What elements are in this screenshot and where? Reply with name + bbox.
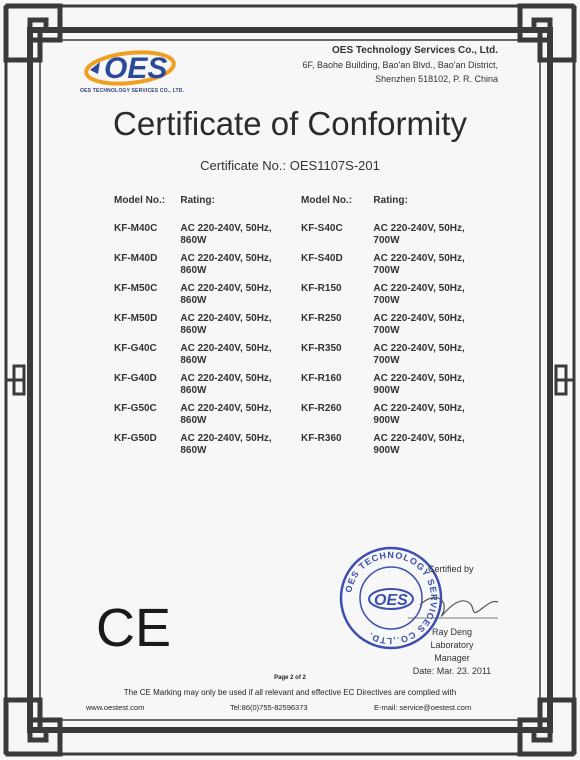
model-number: KF-S40D (301, 253, 343, 264)
rating-cell (180, 373, 301, 403)
ce-marking-note: The CE Marking may only be used if all relevant and effective EC Directives are complied with (123, 688, 457, 697)
rating-power: 860W (180, 385, 207, 396)
signature-date: Date: Mar. 23. 2011 (412, 666, 492, 676)
rating-power: 700W (373, 235, 400, 246)
header-model-2: Model No.: (301, 195, 353, 206)
seal-logo-text: OES (374, 592, 408, 609)
table-row (114, 223, 474, 253)
footer-telephone: Tel:86(0)755-82596373 (230, 703, 308, 712)
header-model-1: Model No.: (114, 195, 166, 206)
rating-cell (180, 313, 301, 343)
model-number: KF-M40D (114, 253, 158, 264)
table-row (114, 373, 474, 403)
rating-cell (373, 313, 474, 343)
model-number: KF-R250 (301, 313, 342, 324)
rating-power: 700W (373, 325, 400, 336)
certified-by-label: Certified by (428, 564, 474, 574)
company-address-line-1: 6F, Baohe Building, Bao'an Blvd., Bao'an District, (302, 60, 498, 70)
model-cell (301, 253, 373, 283)
rating-power: 900W (373, 385, 400, 396)
table-row (114, 403, 474, 433)
rating-voltage: AC 220-240V, 50Hz, (180, 403, 272, 414)
logo-subtitle: OES TECHNOLOGY SERVICES CO., LTD. (80, 88, 185, 94)
rating-cell (373, 283, 474, 313)
model-cell (114, 283, 180, 313)
rating-power: 900W (373, 445, 400, 456)
footer-website[interactable]: www.oestest.com (86, 703, 145, 712)
model-cell (301, 433, 373, 463)
rating-cell (373, 433, 474, 463)
model-number: KF-R160 (301, 373, 342, 384)
rating-voltage: AC 220-240V, 50Hz, (180, 223, 272, 234)
model-number: KF-M50C (114, 283, 158, 294)
rating-power: 860W (180, 265, 207, 276)
rating-cell (180, 283, 301, 313)
model-cell (114, 253, 180, 283)
rating-power: 700W (373, 265, 400, 276)
rating-voltage: AC 220-240V, 50Hz, (180, 253, 272, 264)
model-number: KF-R350 (301, 343, 342, 354)
rating-power: 860W (180, 295, 207, 306)
table-row (114, 253, 474, 283)
table-row (114, 343, 474, 373)
model-cell (301, 283, 373, 313)
model-number: KF-M50D (114, 313, 158, 324)
model-number: KF-R360 (301, 433, 342, 444)
signer-block (412, 626, 492, 678)
company-name: OES Technology Services Co., Ltd. (332, 45, 498, 56)
model-cell (301, 223, 373, 253)
rating-cell (180, 253, 301, 283)
rating-power: 860W (180, 355, 207, 366)
rating-voltage: AC 220-240V, 50Hz, (180, 343, 272, 354)
rating-voltage: AC 220-240V, 50Hz, (180, 433, 272, 444)
model-cell (301, 313, 373, 343)
rating-cell (180, 223, 301, 253)
model-cell (301, 403, 373, 433)
model-number: KF-G40D (114, 373, 157, 384)
rating-voltage: AC 220-240V, 50Hz, (373, 403, 465, 414)
ce-mark-icon (96, 600, 182, 652)
rating-cell (373, 253, 474, 283)
footer-email[interactable]: E-mail: service@oestest.com (374, 703, 472, 712)
rating-voltage: AC 220-240V, 50Hz, (373, 283, 465, 294)
rating-power: 860W (180, 235, 207, 246)
model-number: KF-G50C (114, 403, 157, 414)
model-cell (114, 433, 180, 463)
company-header (302, 44, 498, 86)
model-number: KF-R260 (301, 403, 342, 414)
table-row (114, 433, 474, 463)
rating-cell (373, 373, 474, 403)
rating-voltage: AC 220-240V, 50Hz, (180, 283, 272, 294)
model-cell (114, 373, 180, 403)
rating-power: 860W (180, 325, 207, 336)
model-cell (114, 313, 180, 343)
rating-power: 860W (180, 445, 207, 456)
rating-cell (373, 403, 474, 433)
table-header-row (114, 195, 474, 223)
model-cell (114, 223, 180, 253)
rating-voltage: AC 220-240V, 50Hz, (373, 253, 465, 264)
rating-cell (180, 403, 301, 433)
table-row (114, 313, 474, 343)
rating-voltage: AC 220-240V, 50Hz, (373, 373, 465, 384)
model-cell (301, 343, 373, 373)
rating-cell (373, 343, 474, 373)
model-number: KF-M40C (114, 223, 158, 234)
rating-voltage: AC 220-240V, 50Hz, (180, 373, 272, 384)
model-cell (114, 343, 180, 373)
page-number: Page 2 of 2 (274, 675, 306, 681)
header-rating-2: Rating: (373, 195, 408, 206)
rating-cell (180, 433, 301, 463)
logo-text: OES (104, 52, 168, 85)
rating-power: 900W (373, 415, 400, 426)
rating-voltage: AC 220-240V, 50Hz, (373, 433, 465, 444)
ce-mark-text: CE (96, 600, 172, 652)
rating-voltage: AC 220-240V, 50Hz, (180, 313, 272, 324)
company-address-line-2: Shenzhen 518102, P. R. China (375, 74, 498, 84)
signer-role: Laboratory Manager (430, 640, 474, 663)
rating-cell (373, 223, 474, 253)
rating-power: 860W (180, 415, 207, 426)
certificate-title: Certificate of Conformity (113, 105, 467, 142)
rating-voltage: AC 220-240V, 50Hz, (373, 343, 465, 354)
signer-name: Ray Deng (431, 627, 473, 637)
seal-text: OES TECHNOLOGY SERVICES CO.,LTD. (343, 549, 440, 647)
model-cell (301, 373, 373, 403)
model-number: KF-G50D (114, 433, 157, 444)
model-number: KF-R150 (301, 283, 342, 294)
rating-cell (180, 343, 301, 373)
rating-voltage: AC 220-240V, 50Hz, (373, 313, 465, 324)
rating-power: 700W (373, 355, 400, 366)
model-rating-table (114, 195, 474, 463)
model-number: KF-S40C (301, 223, 343, 234)
rating-voltage: AC 220-240V, 50Hz, (373, 223, 465, 234)
rating-power: 700W (373, 295, 400, 306)
table-row (114, 283, 474, 313)
certificate-number: Certificate No.: OES1107S-201 (200, 158, 380, 173)
model-cell (114, 403, 180, 433)
model-number: KF-G40C (114, 343, 157, 354)
header-rating-1: Rating: (180, 195, 215, 206)
